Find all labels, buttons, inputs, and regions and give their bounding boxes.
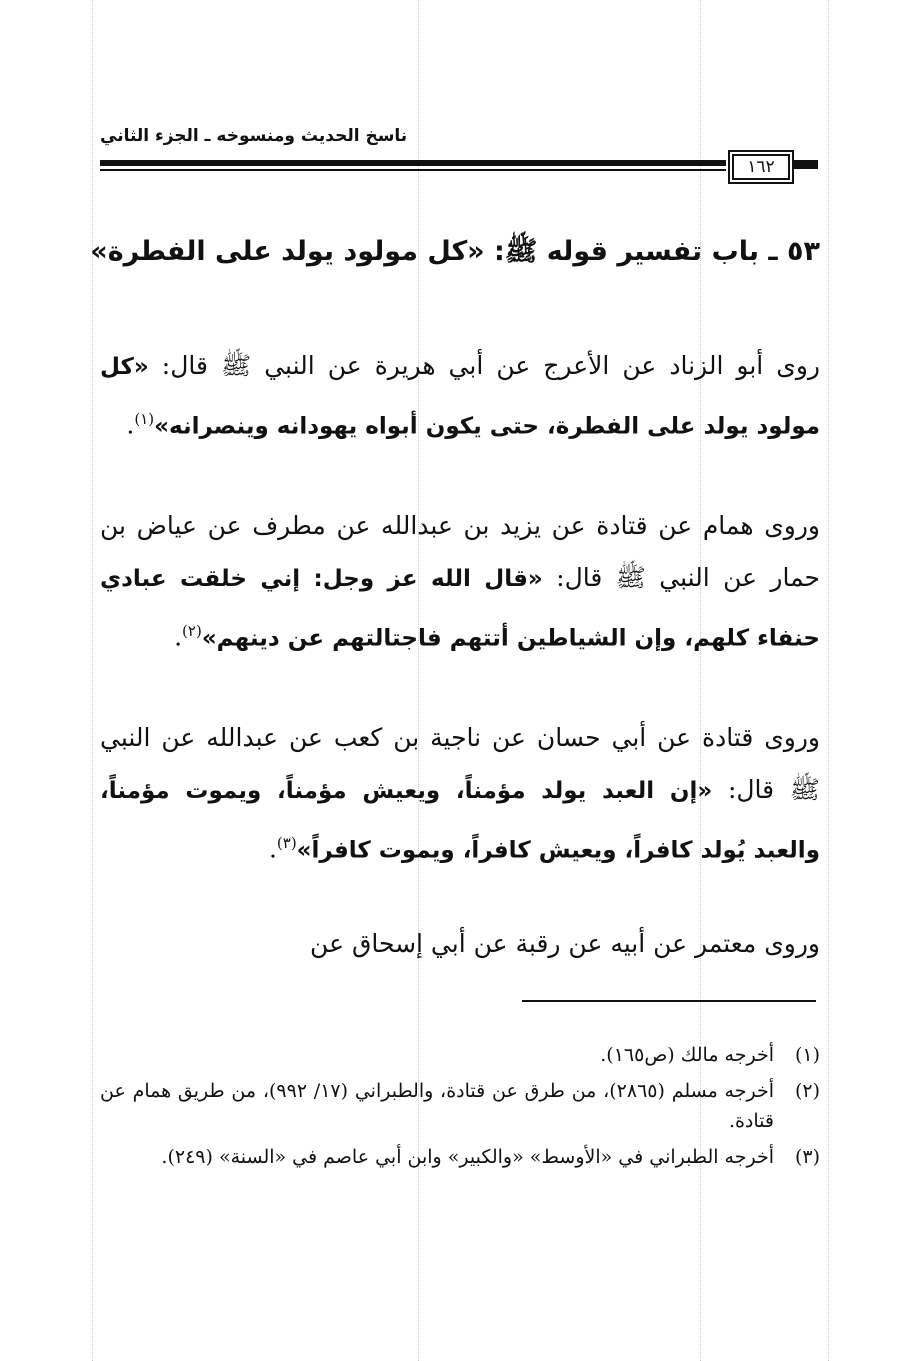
chapter-heading: ٥٣ ـ باب تفسير قوله ﷺ: «كل مولود يولد على الفطرة» <box>90 236 820 267</box>
paragraph: وروى قتادة عن أبي حسان عن ناجية بن كعب عن عبدالله عن النبي ﷺ قال: «إن العبد يولد مؤمناً، ويعيش مؤمناً، ويموت مؤمناً، والعبد يُولد كافراً، ويعيش كافراً، ويموت كافراً»$^{(٣)}$. <box>100 723 820 864</box>
footnote-text: أخرجه مسلم (٢٨٦٥)، من طرق عن قتادة، والطبراني (١٧/ ٩٩٢)، من طريق همام عن قتادة. <box>100 1080 774 1132</box>
running-header: ناسخ الحديث ومنسوخه ـ الجزء الثاني <box>100 126 408 146</box>
paragraph-intro: روى أبو الزناد عن الأعرج عن أبي هريرة عن النبي ﷺ قال: <box>161 351 820 380</box>
footnote-item <box>100 1076 820 1136</box>
footnote-item <box>100 1142 820 1172</box>
paragraph-intro: وروى معتمر عن أبيه عن رقبة عن أبي إسحاق عن <box>310 929 820 958</box>
paragraph: روى أبو الزناد عن الأعرج عن أبي هريرة عن النبي ﷺ قال: «كل مولود يولد على الفطرة، حتى يكون أبواه يهودانه وينصرانه»$^{(١)}$. <box>100 351 820 440</box>
scan-fold-line <box>92 0 93 1361</box>
footnote-text: أخرجه الطبراني في «الأوسط» «والكبير» وابن أبي عاصم في «السنة» (٢٤٩). <box>161 1146 774 1168</box>
footnote-separator <box>522 1000 816 1002</box>
paragraph-intro: وروى همام عن قتادة عن يزيد بن عبدالله عن مطرف عن عياض بن حمار عن النبي ﷺ قال: <box>100 511 821 592</box>
footnote-number: (٢) <box>794 1080 820 1102</box>
header-rule-stub <box>794 160 818 169</box>
footnote-text: أخرجه مالك (ص١٦٥). <box>600 1044 774 1066</box>
footnote-number: (٣) <box>794 1146 820 1168</box>
hadith-quote: «إن العبد يولد مؤمناً، ويعيش مؤمناً، ويموت مؤمناً، والعبد يُولد كافراً، ويعيش كافراً، ويموت كافراً» <box>100 778 820 864</box>
paragraph-intro: وروى قتادة عن أبي حسان عن ناجية بن كعب عن عبدالله عن النبي ﷺ قال: <box>100 723 820 804</box>
footnote-item <box>100 1040 820 1070</box>
footnote-ref: (١) <box>134 410 155 428</box>
footnote-number: (١) <box>794 1044 820 1066</box>
footnote-ref: (٢) <box>182 622 202 640</box>
header-rule <box>100 160 726 171</box>
hadith-quote: «كل مولود يولد على الفطرة، حتى يكون أبواه يهودانه وينصرانه» <box>100 354 820 440</box>
hadith-quote: «قال الله عز وجل: إني خلقت عبادي حنفاء كلهم، وإن الشياطين أتتهم فاجتالتهم عن دينهم» <box>100 566 820 652</box>
scan-fold-line <box>828 0 829 1361</box>
page-number: ١٦٢ <box>732 154 790 180</box>
footnotes <box>100 1040 820 1178</box>
paragraph: وروى همام عن قتادة عن يزيد بن عبدالله عن مطرف عن عياض بن حمار عن النبي ﷺ قال: «قال الله عز وجل: إني خلقت عبادي حنفاء كلهم، وإن الشياطين أتتهم فاجتالتهم عن دينهم»$^{(٢)}$. <box>100 511 821 652</box>
footnote-ref: (٣) <box>276 834 297 852</box>
paragraph <box>100 918 820 970</box>
